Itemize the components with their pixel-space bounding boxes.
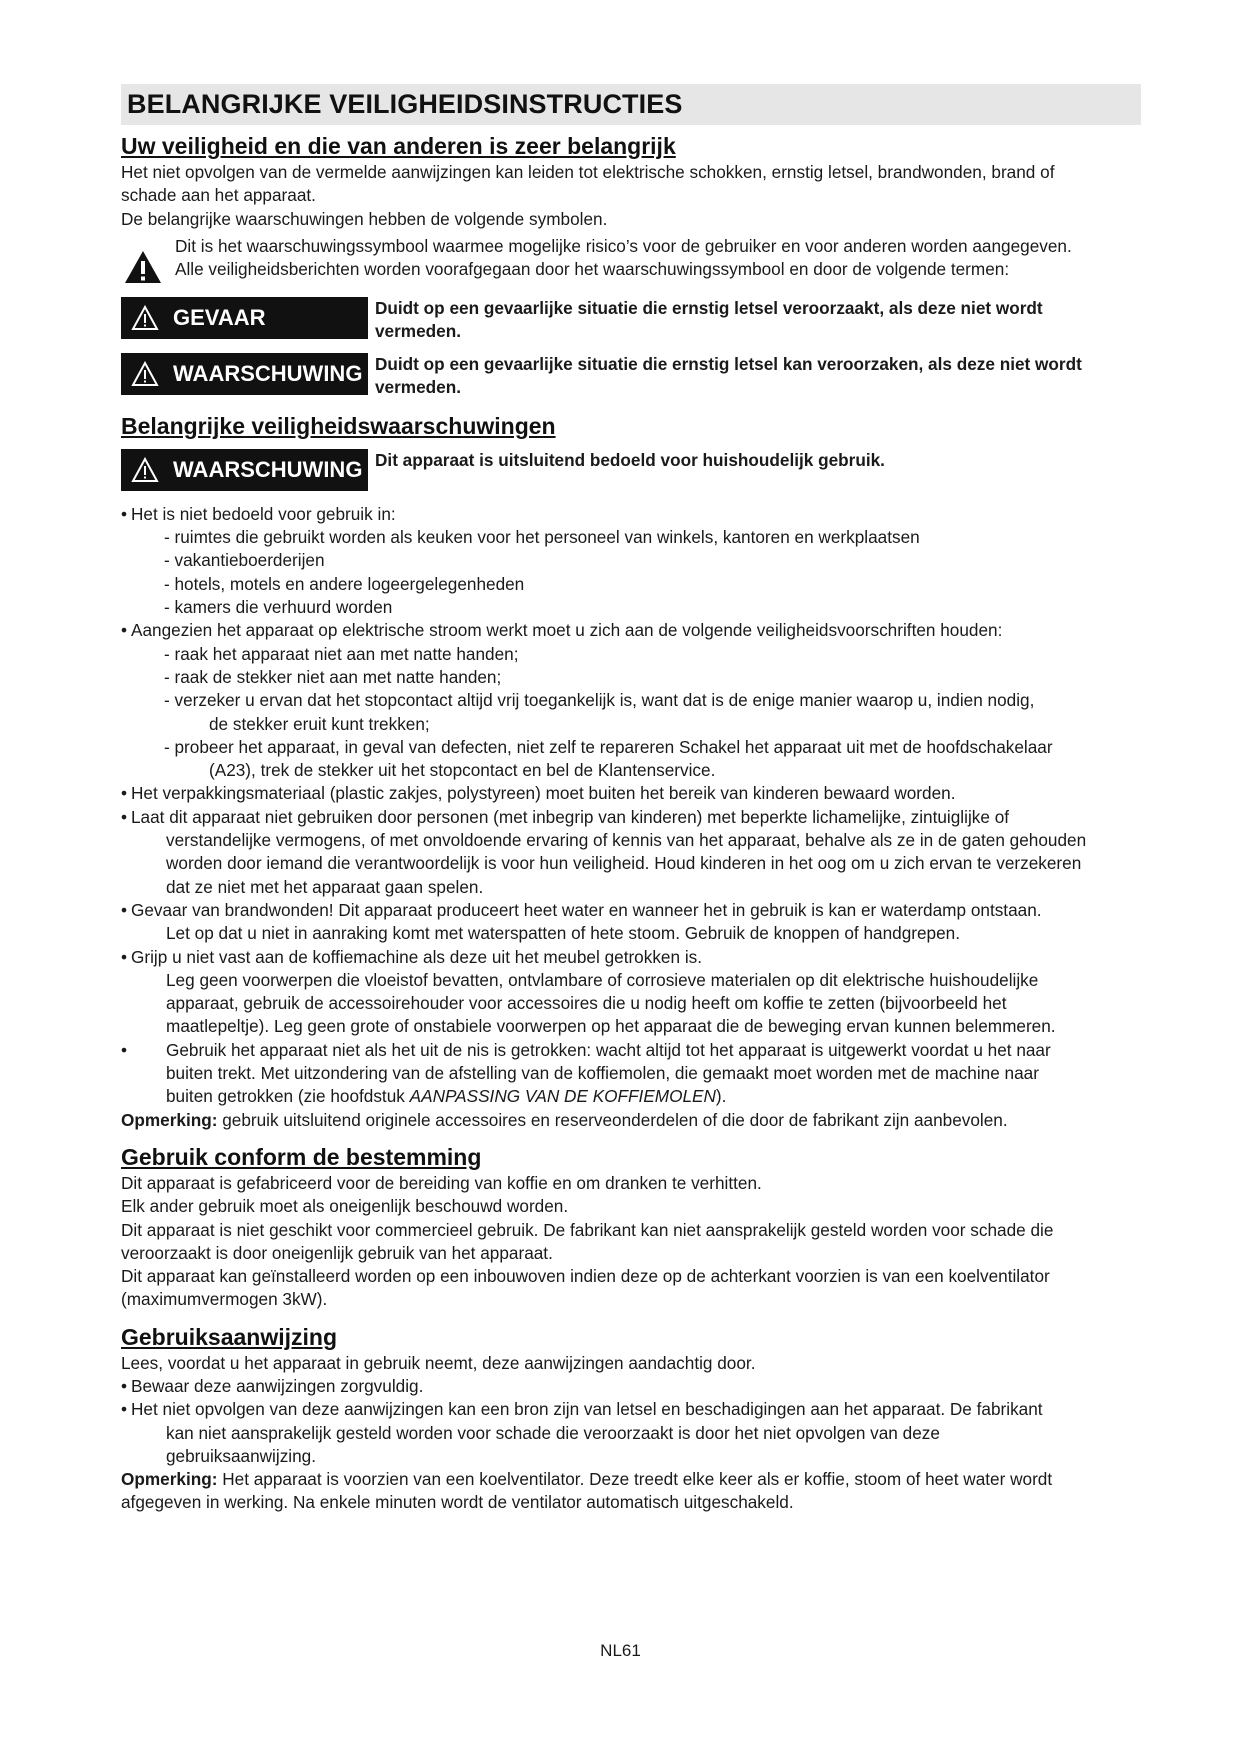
list-item-continued: gebruiksaanwijzing. (166, 1445, 316, 1466)
warnings-list (121, 503, 1141, 1132)
note (121, 1109, 1141, 1132)
text-line: Lees, voordat u het apparaat in gebruik neemt, deze aanwijzingen aandachtig door. (121, 1352, 756, 1373)
text-line: Dit apparaat kan geïnstalleerd worden op een inbouwoven indien deze op de achterkant voorzien is van een koelventilator (121, 1266, 1050, 1287)
list-item-continued: verstandelijke vermogens, of met onvoldoende ervaring of kennis van het apparaat, behalve als ze in de gaten gehouden (166, 830, 1087, 851)
intro-line: schade aan het apparaat. (121, 185, 316, 206)
warning-outline-icon (131, 361, 159, 387)
symbol-description (175, 235, 1141, 282)
text-line: veroorzaakt is door oneigenlijk gebruik van het apparaat. (121, 1242, 553, 1263)
note-text: Het apparaat is voorzien van een koelventilator. Deze treedt elke keer als er koffie, stoom of heet water wordt (217, 1469, 1053, 1490)
signal-row-danger (121, 297, 1141, 343)
sub-item: - kamers die verhuurd worden (164, 597, 393, 618)
note (121, 1468, 1141, 1491)
list-item-continued: dat ze niet met het apparaat gaan spelen. (166, 876, 484, 897)
warning-triangle-icon (123, 249, 163, 285)
text-line: Dit apparaat is niet geschikt voor commercieel gebruik. De fabrikant kan niet aansprakelijk gesteld worden voor schade die (121, 1219, 1054, 1240)
intro-text (121, 161, 1141, 231)
list-item-continued: kan niet aansprakelijk gesteld worden voor schade die veroorzaakt is door het niet opvolgen van deze (166, 1422, 940, 1443)
signal-desc-line: vermeden. (375, 320, 461, 341)
text-line: (maximumvermogen 3kW). (121, 1289, 328, 1310)
list-item-continued (121, 1085, 1141, 1108)
list-item: • Aangezien het apparaat op elektrische stroom werkt moet u zich aan de volgende veiligheidsvoorschriften houden: (121, 619, 1141, 642)
note-label: Opmerking: (121, 1109, 218, 1130)
intro-line: De belangrijke waarschuwingen hebben de volgende symbolen. (121, 208, 608, 229)
list-item-text: Gebruik het apparaat niet als het uit de nis is getrokken: wacht altijd tot het apparaat is uitgewerkt voordat u het naar (166, 1039, 1051, 1060)
list-item: • Het is niet bedoeld voor gebruik in: (121, 503, 1141, 526)
page-title: BELANGRIJKE VEILIGHEIDSINSTRUCTIES (121, 84, 1141, 125)
symbol-explanation (121, 235, 1141, 285)
sub-item: - vakantieboerderijen (164, 550, 325, 571)
list-item: • Het niet opvolgen van deze aanwijzingen kan een bron zijn van letsel en beschadigingen aan het apparaat. De fabrikant (121, 1398, 1141, 1421)
signal-label-text: GEVAAR (173, 304, 266, 330)
symbol-line: Dit is het waarschuwingssymbool waarmee mogelijke risico’s voor de gebruiker en voor anderen worden aangegeven. (175, 235, 1072, 256)
signal-label-text: WAARSCHUWING (173, 360, 363, 386)
signal-label-warning (121, 449, 368, 491)
section-heading-intended-use: Gebruik conform de bestemming (121, 1143, 482, 1170)
list-item: • Het verpakkingsmateriaal (plastic zakjes, polystyreen) moet buiten het bereik van kinderen bewaard worden. (121, 782, 1141, 805)
note-continued: afgegeven in werking. Na enkele minuten wordt de ventilator automatisch uitgeschakeld. (121, 1492, 794, 1513)
sub-item: - ruimtes die gebruikt worden als keuken voor het personeel van winkels, kantoren en werkplaatsen (164, 527, 920, 548)
sub-item-continued: de stekker eruit kunt trekken; (209, 713, 430, 734)
signal-desc-line: vermeden. (375, 376, 461, 397)
list-item-continued: buiten trekt. Met uitzondering van de afstelling van de koffiemolen, die gemaakt moet worden met de machine naar (166, 1063, 1039, 1084)
signal-description (368, 297, 1141, 343)
warning-outline-icon (131, 457, 159, 483)
list-item (121, 1039, 1141, 1062)
page-content (121, 84, 1141, 1515)
page-number: NL61 (600, 1641, 641, 1660)
signal-desc-line: Duidt op een gevaarlijke situatie die ernstig letsel veroorzaakt, als deze niet wordt (375, 297, 1043, 318)
section-heading-instructions: Gebruiksaanwijzing (121, 1323, 337, 1350)
sub-item: - raak de stekker niet aan met natte handen; (164, 666, 502, 687)
list-item: • Gevaar van brandwonden! Dit apparaat produceert heet water en wanneer het in gebruik is kan er waterdamp ontstaan. (121, 899, 1141, 922)
list-item-continued: Leg geen voorwerpen die vloeistof bevatten, ontvlambare of corrosieve materialen op dit elektrische huishoudelijke (166, 969, 1039, 990)
list-item-text: ). (715, 1086, 727, 1107)
signal-label-text: WAARSCHUWING (173, 456, 363, 482)
instructions-text (121, 1352, 1141, 1515)
list-item-continued: Let op dat u niet in aanraking komt met waterspatten of hete stoom. Gebruik de knoppen of handgrepen. (166, 923, 960, 944)
list-item-continued: worden door iemand die verantwoordelijk is voor hun veiligheid. Houd kinderen in het oog om u zich ervan te verzekeren (166, 853, 1082, 874)
warning-outline-icon (131, 305, 159, 331)
sub-item: - raak het apparaat niet aan met natte handen; (164, 643, 519, 664)
signal-row-warning (121, 353, 1141, 399)
signal-description: Dit apparaat is uitsluitend bedoeld voor huishoudelijk gebruik. (375, 449, 885, 470)
list-item-text: buiten getrokken (zie hoofdstuk (166, 1086, 410, 1107)
sub-item: - probeer het apparaat, in geval van defecten, niet zelf te repareren Schakel het apparaat uit met de hoofdschakelaar (164, 736, 1053, 757)
list-item: • Grijp u niet vast aan de koffiemachine als deze uit het meubel getrokken is. (121, 946, 1141, 969)
list-item-continued: apparaat, gebruik de accessoirehouder voor accessoires die u nodig heeft om koffie te zetten (bijvoorbeeld het (166, 993, 1007, 1014)
intended-use-text (121, 1172, 1141, 1312)
sub-item-continued: (A23), trek de stekker uit het stopcontact en bel de Klantenservice. (209, 760, 716, 781)
list-item: • Laat dit apparaat niet gebruiken door personen (met inbegrip van kinderen) met beperkte lichamelijke, zintuiglijke of (121, 806, 1141, 829)
symbol-line: Alle veiligheidsberichten worden voorafgegaan door het waarschuwingssymbool en door de volgende termen: (175, 259, 1010, 280)
intro-line: Het niet opvolgen van de vermelde aanwijzingen kan leiden tot elektrische schokken, ernstig letsel, brandwonden, brand of (121, 162, 1055, 182)
sub-item: - verzeker u ervan dat het stopcontact altijd vrij toegankelijk is, want dat is de enige manier waarop u, indien nodig, (164, 690, 1035, 711)
note-text: gebruik uitsluitend originele accessoires en reserveonderdelen of die door de fabrikant zijn aanbevolen. (217, 1109, 1008, 1130)
signal-label-danger (121, 297, 368, 339)
section-heading-safety: Uw veiligheid en die van anderen is zeer belangrijk (121, 133, 676, 159)
signal-row-household (121, 449, 1141, 491)
signal-label-warning (121, 353, 368, 395)
chapter-reference: AANPASSING VAN DE KOFFIEMOLEN (409, 1086, 716, 1107)
text-line: Elk ander gebruik moet als oneigenlijk beschouwd worden. (121, 1196, 569, 1217)
section-heading-warnings: Belangrijke veiligheidswaarschuwingen (121, 412, 556, 439)
list-item-continued: maatlepeltje). Leg geen grote of onstabiele voorwerpen op het apparaat die de beweging ervan kunnen belemmeren. (166, 1016, 1056, 1037)
note-label: Opmerking: (121, 1469, 218, 1490)
signal-desc-line: Duidt op een gevaarlijke situatie die ernstig letsel kan veroorzaken, als deze niet wordt (375, 353, 1082, 374)
sub-item: - hotels, motels en andere logeergelegenheden (164, 573, 525, 594)
text-line: Dit apparaat is gefabriceerd voor de bereiding van koffie en om dranken te verhitten. (121, 1172, 762, 1193)
list-item: • Bewaar deze aanwijzingen zorgvuldig. (121, 1375, 1141, 1398)
signal-description (368, 353, 1141, 399)
